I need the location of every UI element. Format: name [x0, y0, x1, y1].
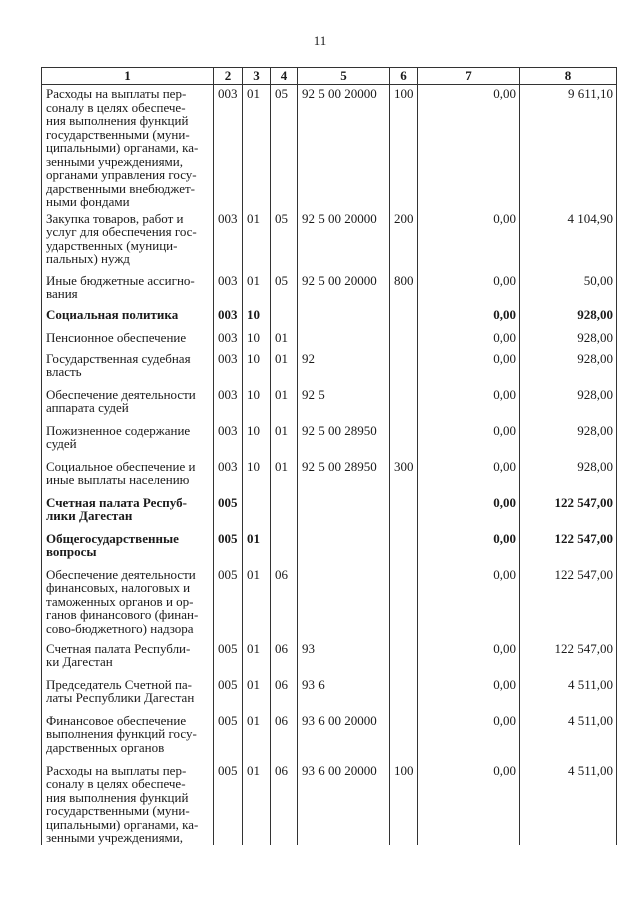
cell-amount-col8: 122 547,00 [520, 566, 617, 640]
header-col-1: 1 [42, 68, 214, 85]
row-name: Счетная палата Республи- ки Дагестан [42, 640, 214, 676]
cell-amount-col8: 4 511,00 [520, 712, 617, 762]
header-col-4: 4 [271, 68, 298, 85]
cell-subsection: 01 [271, 329, 298, 350]
cell-amount-col8: 928,00 [520, 306, 617, 329]
table-row [42, 640, 617, 676]
cell-expense-type [390, 712, 418, 762]
cell-amount-col7: 0,00 [418, 422, 520, 458]
cell-amount-col7: 0,00 [418, 85, 520, 210]
row-name: Расходы на выплаты пер- соналу в целях обеспече- ния выполнения функций государственными (муни- ципальными) органами, ка- зенными учреждениями, органами управления госу- дарственными внебюджет- ными фондами [42, 85, 214, 210]
cell-subsection [271, 306, 298, 329]
table-row [42, 566, 617, 640]
cell-section: 01 [243, 272, 271, 306]
header-col-6: 6 [390, 68, 418, 85]
cell-subsection: 06 [271, 566, 298, 640]
row-name: Иные бюджетные ассигно- вания [42, 272, 214, 306]
row-name: Обеспечение деятельности аппарата судей [42, 386, 214, 422]
row-name: Пожизненное содержание судей [42, 422, 214, 458]
cell-section: 10 [243, 306, 271, 329]
cell-amount-col7: 0,00 [418, 712, 520, 762]
cell-amount-col8: 122 547,00 [520, 494, 617, 530]
cell-department: 005 [214, 762, 243, 845]
header-col-5: 5 [298, 68, 390, 85]
cell-subsection: 01 [271, 350, 298, 386]
cell-subsection: 01 [271, 422, 298, 458]
cell-expense-type [390, 530, 418, 566]
cell-amount-col7: 0,00 [418, 272, 520, 306]
cell-section: 01 [243, 640, 271, 676]
cell-amount-col7: 0,00 [418, 676, 520, 712]
cell-amount-col7: 0,00 [418, 350, 520, 386]
row-name: Пенсионное обеспечение [42, 329, 214, 350]
row-name: Обеспечение деятельности финансовых, налоговых и таможенных органов и ор- ганов финансового (финан- сово-бюджетного) надзора [42, 566, 214, 640]
table-row [42, 350, 617, 386]
cell-amount-col7: 0,00 [418, 530, 520, 566]
row-name: Социальная политика [42, 306, 214, 329]
cell-section: 01 [243, 712, 271, 762]
cell-subsection: 06 [271, 676, 298, 712]
table-row [42, 530, 617, 566]
cell-department: 005 [214, 640, 243, 676]
cell-expense-type [390, 566, 418, 640]
cell-expense-type [390, 640, 418, 676]
cell-amount-col7: 0,00 [418, 458, 520, 494]
cell-amount-col8: 4 104,90 [520, 210, 617, 272]
row-name: Общегосударственные вопросы [42, 530, 214, 566]
cell-expense-type [390, 494, 418, 530]
cell-target-article [298, 306, 390, 329]
cell-section: 10 [243, 350, 271, 386]
cell-section: 10 [243, 329, 271, 350]
cell-target-article: 92 5 [298, 386, 390, 422]
cell-amount-col8: 122 547,00 [520, 640, 617, 676]
header-col-3: 3 [243, 68, 271, 85]
cell-target-article: 93 [298, 640, 390, 676]
cell-amount-col7: 0,00 [418, 306, 520, 329]
cell-amount-col8: 928,00 [520, 422, 617, 458]
cell-expense-type: 200 [390, 210, 418, 272]
table-row [42, 676, 617, 712]
cell-department: 003 [214, 272, 243, 306]
cell-target-article: 93 6 00 20000 [298, 712, 390, 762]
cell-target-article: 92 5 00 20000 [298, 85, 390, 210]
cell-subsection: 05 [271, 210, 298, 272]
cell-target-article: 92 5 00 28950 [298, 458, 390, 494]
row-name: Счетная палата Респуб- лики Дагестан [42, 494, 214, 530]
cell-expense-type [390, 676, 418, 712]
table-row [42, 458, 617, 494]
header-col-2: 2 [214, 68, 243, 85]
cell-section: 10 [243, 458, 271, 494]
cell-amount-col7: 0,00 [418, 494, 520, 530]
cell-amount-col8: 9 611,10 [520, 85, 617, 210]
cell-amount-col8: 122 547,00 [520, 530, 617, 566]
cell-subsection: 01 [271, 386, 298, 422]
cell-subsection: 05 [271, 272, 298, 306]
table-row [42, 85, 617, 210]
header-col-7: 7 [418, 68, 520, 85]
cell-expense-type [390, 422, 418, 458]
table-row [42, 272, 617, 306]
cell-subsection [271, 494, 298, 530]
cell-department: 005 [214, 676, 243, 712]
cell-target-article [298, 329, 390, 350]
cell-target-article: 92 [298, 350, 390, 386]
table-body [42, 85, 617, 845]
cell-subsection: 06 [271, 762, 298, 845]
cell-amount-col7: 0,00 [418, 566, 520, 640]
row-name: Финансовое обеспечение выполнения функций госу- дарственных органов [42, 712, 214, 762]
table-row [42, 329, 617, 350]
cell-expense-type: 800 [390, 272, 418, 306]
cell-department: 005 [214, 494, 243, 530]
cell-section: 01 [243, 566, 271, 640]
cell-amount-col8: 4 511,00 [520, 762, 617, 845]
cell-target-article: 93 6 [298, 676, 390, 712]
cell-section [243, 494, 271, 530]
table-row [42, 210, 617, 272]
cell-target-article: 92 5 00 20000 [298, 272, 390, 306]
cell-department: 003 [214, 329, 243, 350]
cell-department: 003 [214, 210, 243, 272]
cell-amount-col7: 0,00 [418, 640, 520, 676]
cell-amount-col7: 0,00 [418, 762, 520, 845]
row-name: Государственная судебная власть [42, 350, 214, 386]
cell-section: 01 [243, 85, 271, 210]
cell-amount-col8: 4 511,00 [520, 676, 617, 712]
cell-expense-type [390, 386, 418, 422]
cell-section: 10 [243, 386, 271, 422]
cell-section: 10 [243, 422, 271, 458]
cell-subsection: 05 [271, 85, 298, 210]
cell-expense-type [390, 306, 418, 329]
row-name: Социальное обеспечение и иные выплаты населению [42, 458, 214, 494]
cell-amount-col7: 0,00 [418, 329, 520, 350]
cell-subsection: 06 [271, 640, 298, 676]
cell-section: 01 [243, 676, 271, 712]
cell-target-article: 92 5 00 20000 [298, 210, 390, 272]
cell-amount-col8: 50,00 [520, 272, 617, 306]
cell-expense-type [390, 329, 418, 350]
table-row [42, 494, 617, 530]
cell-amount-col8: 928,00 [520, 329, 617, 350]
table-header-row [42, 68, 617, 85]
cell-amount-col8: 928,00 [520, 458, 617, 494]
table-row [42, 762, 617, 845]
cell-section: 01 [243, 530, 271, 566]
cell-department: 005 [214, 712, 243, 762]
cell-amount-col7: 0,00 [418, 210, 520, 272]
cell-department: 003 [214, 422, 243, 458]
cell-subsection: 06 [271, 712, 298, 762]
cell-department: 003 [214, 85, 243, 210]
table-row [42, 712, 617, 762]
row-name: Расходы на выплаты пер- соналу в целях обеспече- ния выполнения функций государственными (муни- ципальными) органами, ка- зенными учреждениями, [42, 762, 214, 845]
cell-expense-type [390, 350, 418, 386]
cell-amount-col8: 928,00 [520, 350, 617, 386]
cell-target-article: 92 5 00 28950 [298, 422, 390, 458]
cell-expense-type: 100 [390, 762, 418, 845]
table-row [42, 306, 617, 329]
cell-target-article [298, 530, 390, 566]
cell-department: 003 [214, 386, 243, 422]
page-number: 11 [313, 33, 327, 48]
cell-department: 005 [214, 566, 243, 640]
row-name: Председатель Счетной па- латы Республики Дагестан [42, 676, 214, 712]
cell-department: 005 [214, 530, 243, 566]
table-row [42, 386, 617, 422]
cell-subsection: 01 [271, 458, 298, 494]
cell-section: 01 [243, 762, 271, 845]
cell-subsection [271, 530, 298, 566]
budget-table [41, 67, 617, 845]
cell-target-article: 93 6 00 20000 [298, 762, 390, 845]
cell-amount-col8: 928,00 [520, 386, 617, 422]
cell-target-article [298, 494, 390, 530]
table-row [42, 422, 617, 458]
row-name: Закупка товаров, работ и услуг для обеспечения гос- ударственных (муници- пальных) нужд [42, 210, 214, 272]
cell-department: 003 [214, 306, 243, 329]
cell-amount-col7: 0,00 [418, 386, 520, 422]
cell-section: 01 [243, 210, 271, 272]
cell-department: 003 [214, 458, 243, 494]
cell-expense-type: 100 [390, 85, 418, 210]
cell-department: 003 [214, 350, 243, 386]
header-col-8: 8 [520, 68, 617, 85]
cell-expense-type: 300 [390, 458, 418, 494]
cell-target-article [298, 566, 390, 640]
